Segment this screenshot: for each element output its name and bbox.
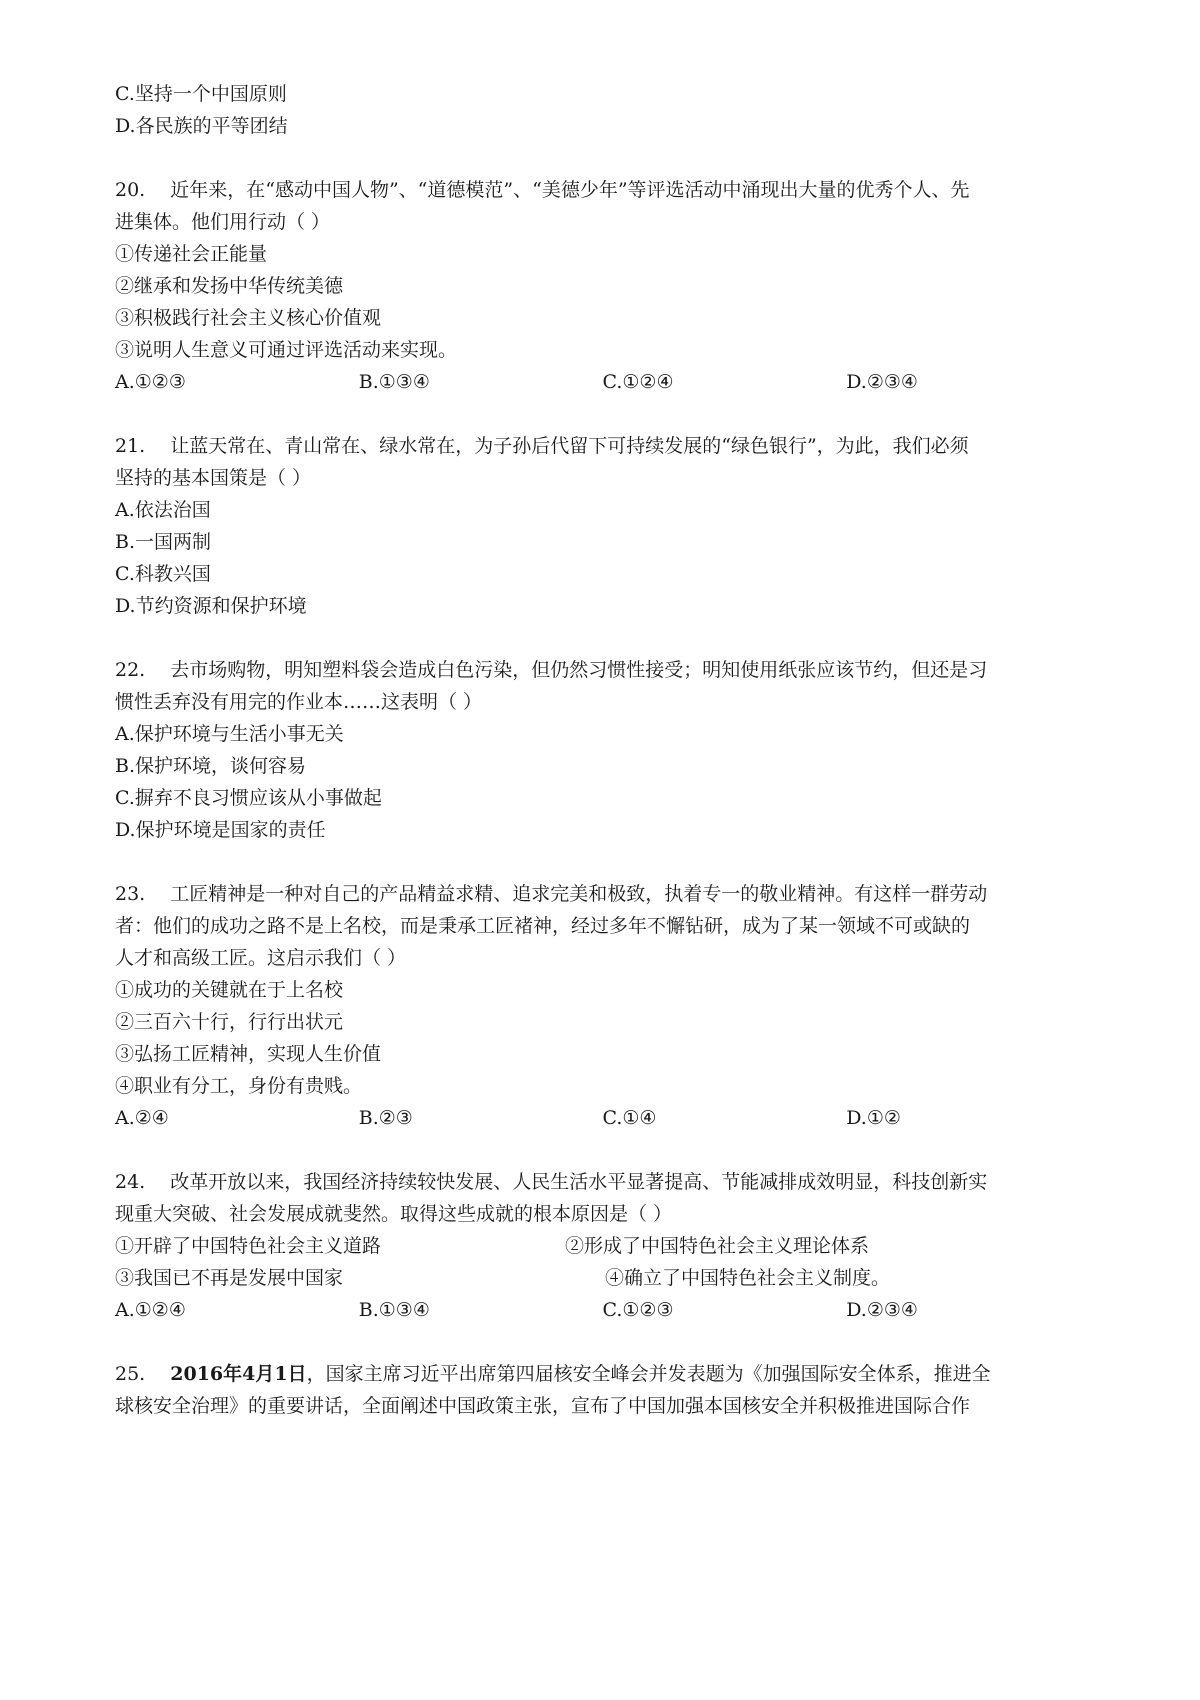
q19-option-c: C.坚持一个中国原则	[115, 83, 287, 105]
q21-option-a: A.依法治国	[115, 499, 211, 521]
q23-item: ①成功的关键就在于上名校	[115, 979, 344, 1001]
q20-option-d: D.②③④	[846, 371, 918, 393]
q20-stem-line-1: 20. 近年来，在“感动中国人物”、“道德模范”、“美德少年”等评选活动中涌现出大量的优秀个人、先	[115, 179, 970, 201]
q25-stem-text: ，国家主席习近平出席第四届核安全峰会并发表题为《加强国际安全体系，推进全	[306, 1363, 991, 1385]
q20-item: ③说明人生意义可通过评选活动来实现。	[115, 339, 458, 361]
question-25	[115, 1358, 1090, 1422]
q23-option-b: B.②③	[358, 1107, 413, 1129]
q24-stem-line-1: 24. 改革开放以来，我国经济持续较快发展、人民生活水平显著提高、节能减排成效明显，科技创新实	[115, 1171, 988, 1193]
q22-option-b: B.保护环境，谈何容易	[115, 755, 307, 777]
q20-item: ①传递社会正能量	[115, 243, 268, 265]
q23-option-d: D.①②	[846, 1107, 901, 1129]
question-23	[115, 878, 1090, 1134]
q24-option-c: C.①②③	[602, 1299, 674, 1321]
question-21	[115, 430, 1090, 622]
q21-option-b: B.一国两制	[115, 531, 212, 553]
q21-stem-line-1: 21. 让蓝天常在、青山常在、绿水常在，为子孙后代留下可持续发展的“绿色银行”，为此，我们必须	[115, 435, 969, 457]
q22-stem-line-2: 惯性丢弃没有用完的作业本……这表明（ ）	[115, 691, 483, 713]
q24-stem-line-2: 现重大突破、社会发展成就斐然。取得这些成就的根本原因是（ ）	[115, 1203, 673, 1225]
q20-stem-line-2: 进集体。他们用行动（ ）	[115, 211, 331, 233]
q24-items-row-2	[115, 1262, 1090, 1294]
q24-item: ④确立了中国特色社会主义制度。	[605, 1267, 891, 1289]
question-22	[115, 654, 1090, 846]
q25-number: 25.	[115, 1363, 171, 1385]
q24-options	[115, 1294, 1090, 1326]
q23-option-c: C.①④	[602, 1107, 657, 1129]
q24-item: ③我国已不再是发展中国家	[115, 1267, 344, 1289]
q25-stem-line-1	[115, 1358, 1090, 1390]
q24-option-d: D.②③④	[846, 1299, 918, 1321]
q20-option-a: A.①②③	[115, 371, 186, 393]
q23-item: ④职业有分工，身份有贵贱。	[115, 1075, 363, 1097]
q24-item: ①开辟了中国特色社会主义道路	[115, 1235, 382, 1257]
q22-option-a: A.保护环境与生活小事无关	[115, 723, 344, 745]
q23-options	[115, 1102, 1090, 1134]
q23-stem-line-1: 23. 工匠精神是一种对自己的产品精益求精、追求完美和极致，执着专一的敬业精神。有这样一群劳动	[115, 883, 988, 905]
q24-option-a: A.①②④	[115, 1299, 186, 1321]
q20-item: ②继承和发扬中华传统美德	[115, 275, 344, 297]
q21-option-d: D.节约资源和保护环境	[115, 595, 307, 617]
q19-option-d: D.各民族的平等团结	[115, 115, 288, 137]
q20-options	[115, 366, 1090, 398]
exam-page	[115, 78, 1090, 1454]
q22-option-d: D.保护环境是国家的责任	[115, 819, 326, 841]
q21-stem-line-2: 坚持的基本国策是（ ）	[115, 467, 312, 489]
q24-option-b: B.①③④	[358, 1299, 430, 1321]
q22-option-c: C.摒弃不良习惯应该从小事做起	[115, 787, 382, 809]
q20-item: ③积极践行社会主义核心价值观	[115, 307, 382, 329]
q25-date: 2016年4月1日	[170, 1363, 307, 1385]
q24-items-row-1	[115, 1230, 1090, 1262]
q23-item: ③弘扬工匠精神，实现人生价值	[115, 1043, 382, 1065]
q21-option-c: C.科教兴国	[115, 563, 211, 585]
q24-item: ②形成了中国特色社会主义理论体系	[565, 1235, 870, 1257]
q23-stem-line-2: 者：他们的成功之路不是上名校，而是秉承工匠褚神，经过多年不懈钻研，成为了某一领域不可或缺的	[115, 915, 971, 937]
q23-option-a: A.②④	[115, 1107, 169, 1129]
q25-stem-line-2: 球核安全治理》的重要讲话，全面阐述中国政策主张，宣布了中国加强本国核安全并积极推进国际合作	[115, 1395, 971, 1417]
question-19-tail	[115, 78, 1090, 142]
q23-stem-line-3: 人才和高级工匠。这启示我们（ ）	[115, 947, 407, 969]
q20-option-b: B.①③④	[358, 371, 430, 393]
question-24	[115, 1166, 1090, 1326]
question-20	[115, 174, 1090, 398]
q20-option-c: C.①②④	[602, 371, 674, 393]
q22-stem-line-1: 22. 去市场购物，明知塑料袋会造成白色污染，但仍然习惯性接受；明知使用纸张应该节约，但还是习	[115, 659, 988, 681]
q23-item: ②三百六十行，行行出状元	[115, 1011, 344, 1033]
